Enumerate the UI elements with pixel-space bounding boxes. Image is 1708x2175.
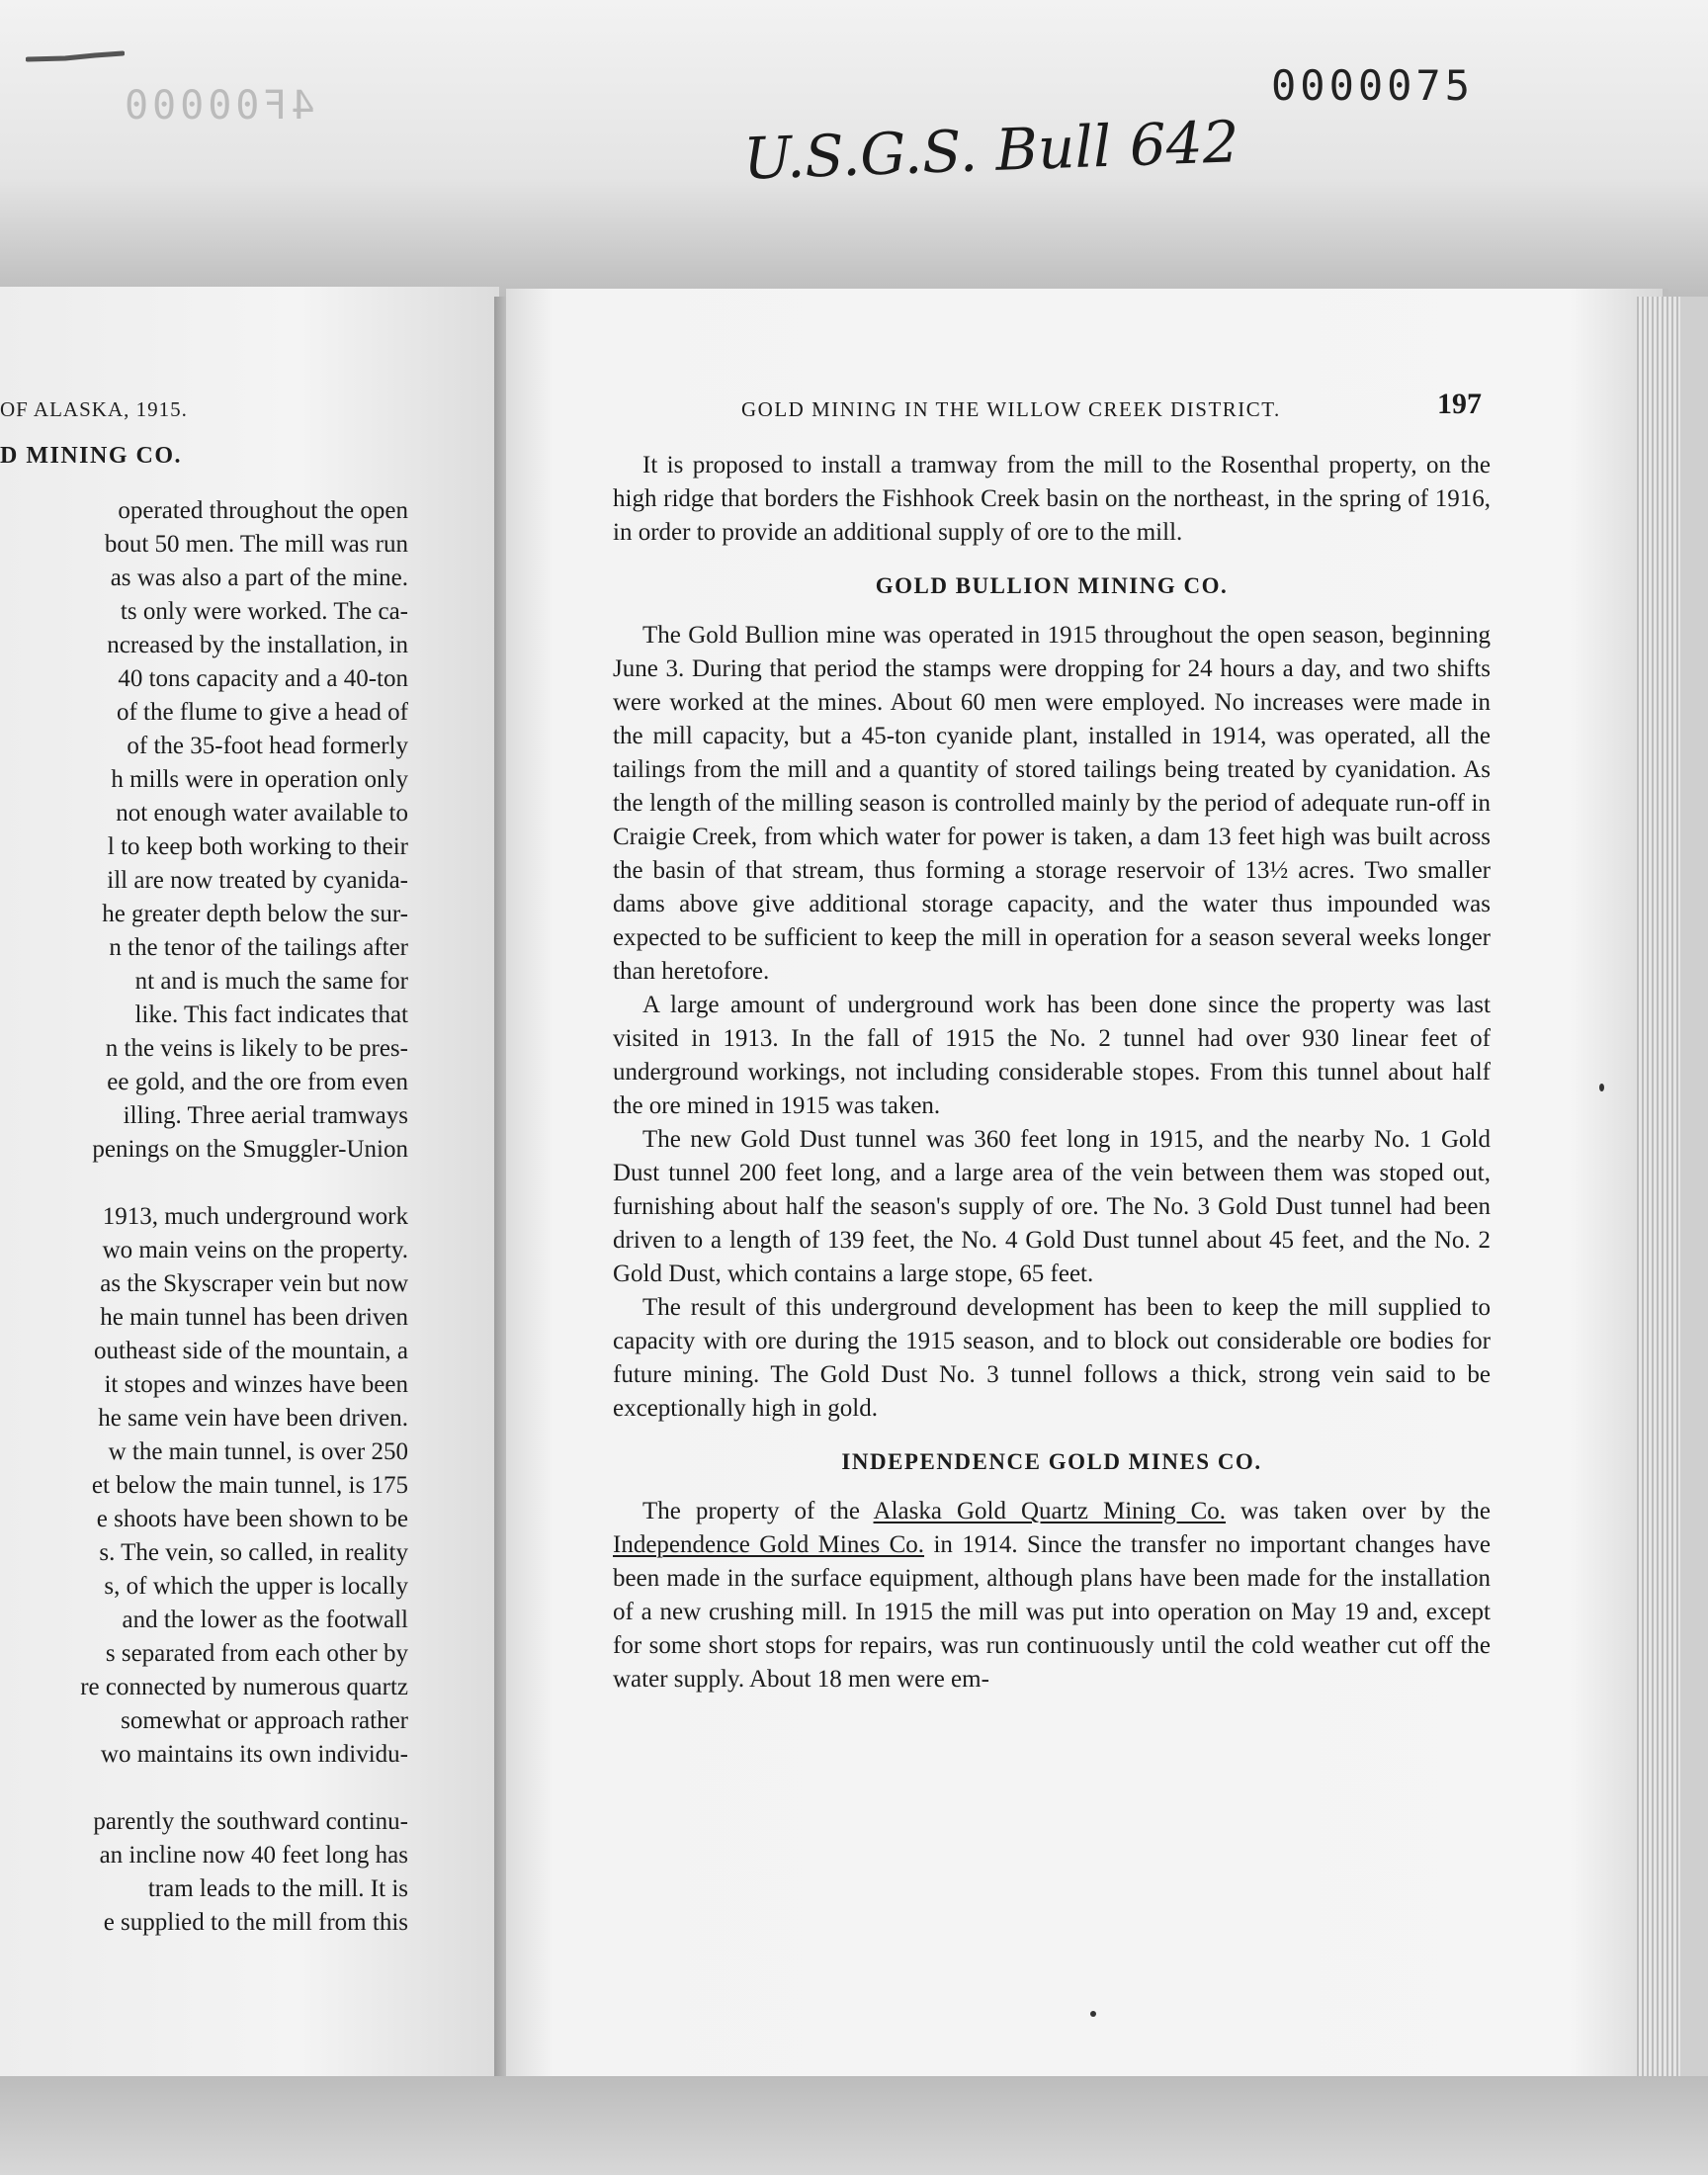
left-text-line: nt and is much the same for [134,968,408,995]
left-running-head: OF ALASKA, 1915. [0,397,188,421]
speck [1090,2011,1096,2017]
page-number: 197 [1437,388,1482,420]
left-text-line: as the Skyscraper vein but now [100,1270,408,1297]
left-text-line: s separated from each other by [105,1640,408,1667]
left-section-heading: D MINING CO. [0,443,182,469]
handwritten-note: U.S.G.S. Bull 642 [741,108,1240,193]
left-text-line: ts only were worked. The ca- [120,598,408,625]
left-text-line: not enough water available to [116,800,408,826]
left-text-line: outheast side of the mountain, a [94,1338,408,1364]
left-text-line: s, of which the upper is locally [104,1573,408,1600]
underlined-company-alaska: Alaska Gold Quartz Mining Co. [873,1498,1227,1524]
left-text-line: an incline now 40 feet long has [99,1842,408,1869]
paragraph-gold-dust-tunnel: The new Gold Dust tunnel was 360 feet long in 1915, and the nearby No. 1 Gold Dust tunnel 200 feet long, and a large area of the vein between them was stoped out, furnishing about half the season's supply of ore. The No. 3 Gold Dust tunnel had been driven to a length of 139 feet, the No. 4 Gold Dust tunnel about 45 feet, and the No. 2 Gold Dust, which contains a large stope, 65 feet. [613,1126,1491,1287]
left-text-line: tram leads to the mill. It is [147,1875,408,1902]
left-text-line: he main tunnel has been driven [100,1304,408,1331]
scan-bottom-shadow [0,2076,1708,2175]
text-segment: The property of the [642,1498,874,1524]
underlined-company-independence: Independence Gold Mines Co. [613,1531,925,1558]
left-text-line: ncreased by the installation, in [107,632,408,658]
left-text-line: wo maintains its own individu- [100,1741,408,1768]
scan-stamp-number: 0000075 [1271,61,1475,110]
left-text-line: parently the southward continu- [93,1808,408,1835]
left-text-line: wo main veins on the property. [102,1237,408,1263]
paragraph-tramway: It is proposed to install a tramway from the mill to the Rosenthal property, on the high ridge that borders the Fishhook Creek basin on the northeast, in the spring of 1916, in order to provide an additional supply of ore to the mill. [613,452,1491,546]
left-page [0,287,499,2116]
left-text-line: w the main tunnel, is over 250 [108,1438,408,1465]
left-text-line: 1913, much underground work [102,1203,408,1230]
right-page [506,289,1668,2108]
left-line-gap [0,1772,408,1805]
left-line-gap [0,1167,408,1200]
paragraph-independence [613,1495,1491,1696]
left-text-line: e supplied to the mill from this [103,1909,408,1936]
page-content [613,449,1491,1696]
left-text-line: n the tenor of the tailings after [109,934,408,961]
left-text-line: of the 35-foot head formerly [127,733,408,759]
left-text-line: penings on the Smuggler-Union [92,1136,408,1163]
paragraph-gold-bullion: The Gold Bullion mine was operated in 1915 throughout the open season, beginning June 3. During that period the stamps were dropping for 24 hours a day, and two shifts were worked at the mines. About 60 men were employed. No increases were made in the mill capacity, but a 45-ton cyanide plant, installed in 1914, was operated, all the tailings from the mill and a quantity of stored tailings being treated by cyanidation. As the length of the milling season is controlled mainly by the period of adequate run-off in Craigie Creek, from which water for power is taken, a dam 13 feet high was built across the basin of that stream, thus forming a storage reservoir of 13½ acres. Two smaller dams above give additional storage capacity, and the water thus impounded was expected to be sufficient to keep the mill in operation for a season several weeks longer than heretofore. [613,622,1491,985]
left-text-line: somewhat or approach rather [121,1707,408,1734]
left-text-line: re connected by numerous quartz [80,1674,408,1700]
left-text-line: e shoots have been shown to be [96,1506,408,1532]
left-text-line: and the lower as the footwall [122,1607,408,1633]
left-text-line: et below the main tunnel, is 175 [91,1472,408,1499]
left-text-line: illing. Three aerial tramways [123,1102,408,1129]
left-text-line: 40 tons capacity and a 40-ton [118,665,408,692]
left-text-line: as was also a part of the mine. [110,565,408,591]
left-text-line: of the flume to give a head of [116,699,408,726]
left-text-line: it stopes and winzes have been [104,1371,408,1398]
left-text-line: operated throughout the open [118,497,408,524]
left-text-line: like. This fact indicates that [134,1001,408,1028]
ink-smudge [26,49,125,65]
left-text-line: l to keep both working to their [107,833,408,860]
left-text-line: s. The vein, so called, in reality [99,1539,408,1566]
text-segment: was taken over by the [1226,1498,1492,1524]
left-text-line: ill are now treated by cyanida- [107,867,408,894]
ghost-stamp: 4F00000 [121,83,315,129]
heading-independence: INDEPENDENCE GOLD MINES CO. [841,1449,1262,1474]
left-text-line: n the veins is likely to be pres- [105,1035,408,1062]
left-text-line: he same vein have been driven. [98,1405,408,1432]
left-text-line: ee gold, and the ore from even [107,1069,408,1095]
left-text-line: he greater depth below the sur- [102,901,408,927]
heading-gold-bullion: GOLD BULLION MINING CO. [875,573,1229,598]
left-text-lines [0,494,408,1940]
running-head: GOLD MINING IN THE WILLOW CREEK DISTRICT. [741,397,1281,421]
paragraph-underground-work: A large amount of underground work has been done since the property was last visited in 1913. In the fall of 1915 the No. 2 tunnel had over 930 linear feet of underground workings, not including considerable stopes. From this tunnel about half the ore mined in 1915 was taken. [613,992,1491,1119]
paragraph-development-result: The result of this underground development has been to keep the mill supplied to capacity with ore during the 1915 season, and to block out considerable ore bodies for future mining. The Gold Dust No. 3 tunnel follows a thick, strong vein said to be exceptionally high in gold. [613,1294,1491,1422]
left-text-line: bout 50 men. The mill was run [104,531,408,558]
speck [1599,1084,1604,1091]
left-text-line: h mills were in operation only [111,766,408,793]
text-segment: in 1914. Since the transfer no important changes have been made in the surface equipment, although plans have been made for the installation of a new crushing mill. In 1915 the mill was put into operation on May 19 and, except for some short stops for repairs, was run continuously until the cold weather cut off the water supply. About 18 men were em- [613,1531,1491,1693]
page-edges [1637,297,1680,2106]
